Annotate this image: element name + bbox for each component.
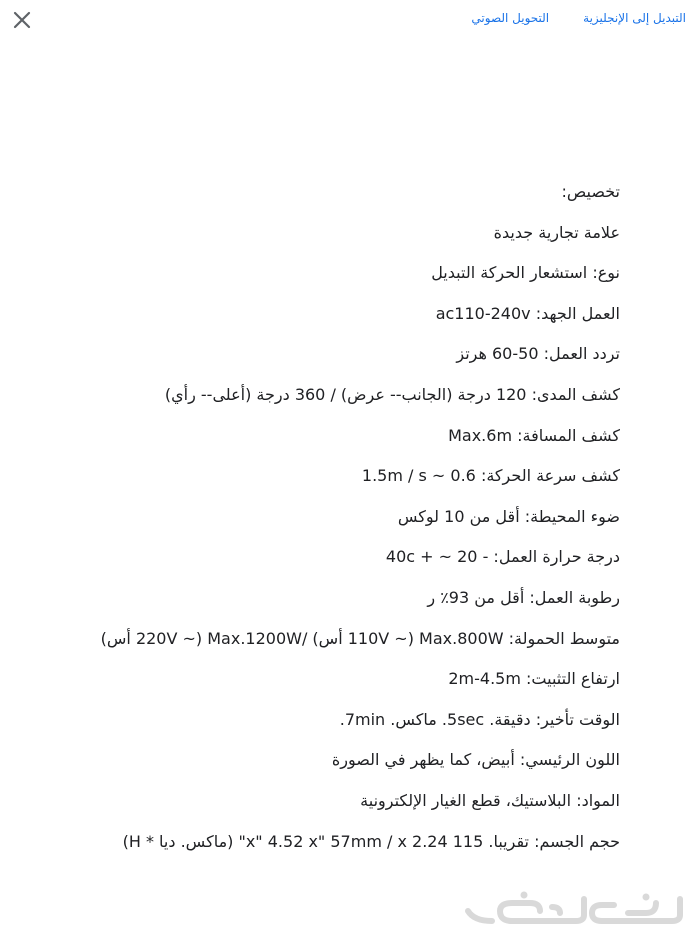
line-rated-load: متوسط الحمولة: 110V ~) Max.800W أس) /220V ~) Max.1200W أس) [100, 628, 620, 648]
line-installation-height: ارتفاع التثبيت: 2m-4.5m [448, 669, 620, 689]
line-main-color: اللون الرئيسي: أبيض، كما يظهر في الصورة [331, 750, 620, 770]
line-detection-speed: كشف سرعة الحركة: 0.6 ~ 1.5m / s [361, 466, 620, 486]
line-working-voltage: العمل الجهد: ac110-240v [435, 303, 620, 323]
top-links [471, 11, 686, 25]
line-brand-new: علامة تجارية جديدة [493, 222, 620, 242]
line-time-delay: الوقت تأخير: دقيقة. 5sec. ماكس. 7min. [339, 709, 620, 729]
transliteration-link[interactable]: التحويل الصوتي [471, 11, 550, 25]
line-type: نوع: استشعار الحركة التبديل [431, 263, 620, 283]
line-working-humidity: رطوبة العمل: أقل من 93٪ ر [427, 587, 620, 607]
close-icon [13, 11, 31, 29]
switch-to-english-link[interactable]: التبديل إلى الإنجليزية [583, 11, 686, 25]
translation-text [60, 172, 620, 862]
haraj-watermark-logo [452, 889, 692, 929]
line-ambient-light: ضوء المحيطة: أقل من 10 لوكس [397, 506, 620, 526]
line-customization-heading: تخصيص: [561, 182, 620, 201]
line-detection-range: كشف المدى: 120 درجة (الجانب-- عرض) / 360 درجة (أعلى-- رأي) [164, 384, 620, 404]
line-body-size: حجم الجسم: تقريبا. 115 2.24 x" 4.52 x" 57mm / x" (ماكس. ديا * H) [122, 831, 620, 851]
line-working-frequency: تردد العمل: 50-60 هرتز [456, 344, 620, 364]
line-detection-distance: كشف المسافة: Max.6m [448, 425, 620, 445]
close-button[interactable] [8, 6, 36, 34]
line-working-temperature: درجة حرارة العمل: - 20 ~ + 40c [385, 547, 620, 567]
line-material: المواد: البلاستيك، قطع الغيار الإلكترونية [360, 790, 620, 810]
